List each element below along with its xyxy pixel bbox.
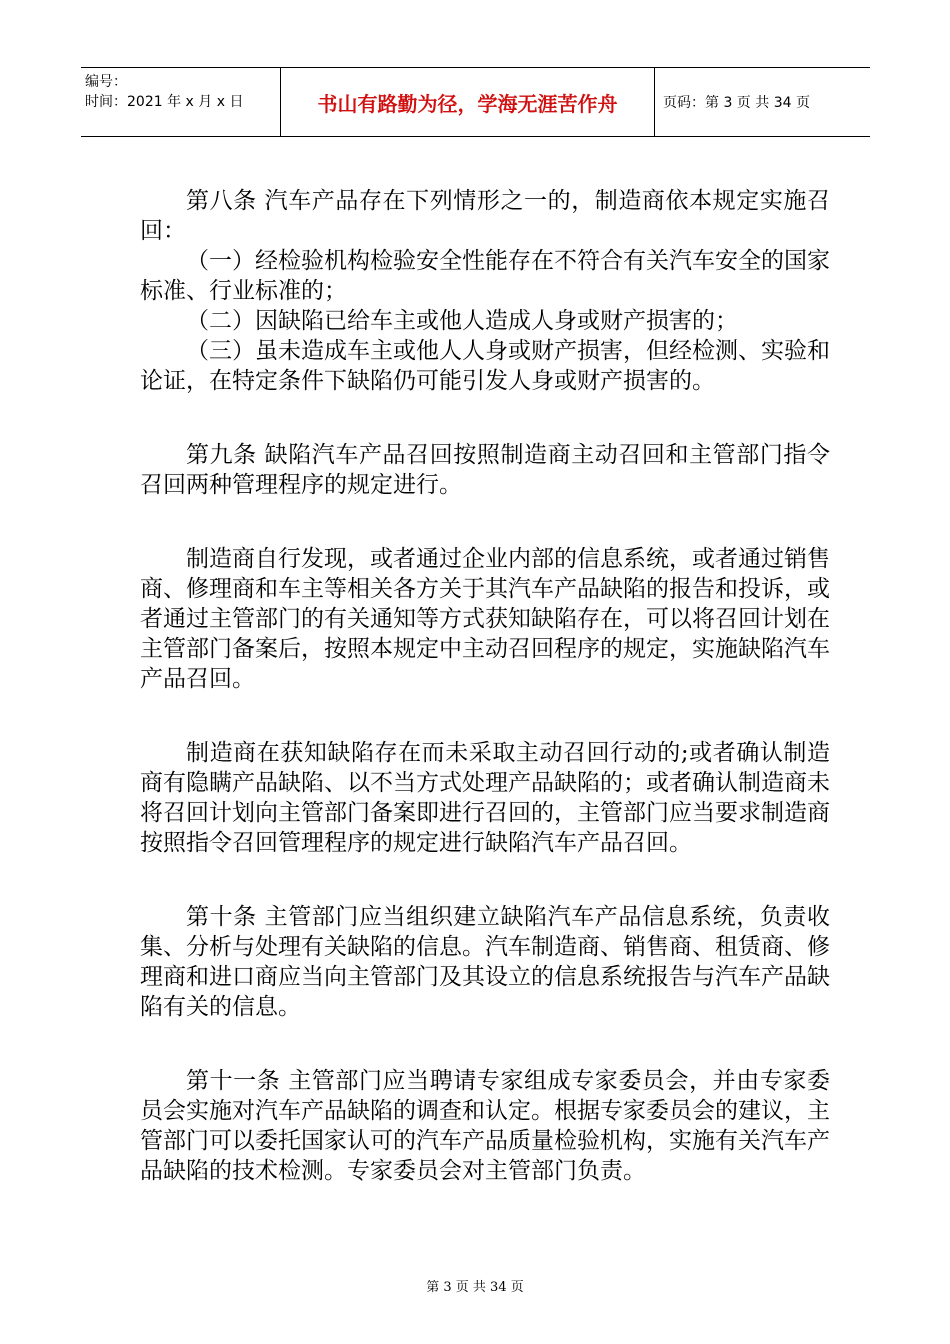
doc-number-label: 编号： (85, 74, 127, 90)
doc-time-label: 时间：2021 年 x 月 x 日 (85, 94, 244, 110)
header-page-code: 页码：第 3 页 共 34 页 (663, 95, 810, 111)
paragraph-text: 第十条 主管部门应当组织建立缺陷汽车产品信息系统，负责收集、分析与处理有关缺陷的信息。汽车制造商、销售商、租赁商、修理商和进口商应当向主管部门及其设立的信息系统报告与汽车产品缺陷有关的信息。 (140, 904, 830, 1020)
paragraph-text: （一）经检验机构检验安全性能存在不符合有关汽车安全的国家标准、行业标准的； (140, 248, 830, 304)
article-block (140, 186, 830, 396)
paragraph-text: 制造商自行发现，或者通过企业内部的信息系统，或者通过销售商、修理商和车主等相关各方关于其汽车产品缺陷的报告和投诉，或者通过主管部门的有关通知等方式获知缺陷存在，可以将召回计划在主管部门备案后，按照本规定中主动召回程序的规定，实施缺陷汽车产品召回。 (140, 546, 830, 692)
paragraph-text: 制造商在获知缺陷存在而未采取主动召回行动的;或者确认制造商有隐瞒产品缺陷、以不当方式处理产品缺陷的；或者确认制造商未将召回计划向主管部门备案即进行召回的，主管部门应当要求制造商按照指令召回管理程序的规定进行缺陷汽车产品召回。 (140, 740, 830, 856)
article-block (140, 1066, 830, 1186)
header-motto: 书山有路勤为径，学海无涯苦作舟 (281, 68, 655, 136)
article-block (140, 738, 830, 858)
paragraph-text: （三）虽未造成车主或他人人身或财产损害，但经检测、实验和论证，在特定条件下缺陷仍可能引发人身或财产损害的。 (140, 338, 830, 394)
paragraph-text: 第十一条 主管部门应当聘请专家组成专家委员会，并由专家委员会实施对汽车产品缺陷的调查和认定。根据专家委员会的建议，主管部门可以委托国家认可的汽车产品质量检验机构，实施有关汽车产品缺陷的技术检测。专家委员会对主管部门负责。 (140, 1068, 830, 1184)
header-meta (81, 68, 281, 136)
article-block (140, 902, 830, 1022)
article-block (140, 440, 830, 500)
document-body (140, 186, 830, 1230)
page-header (81, 67, 870, 137)
page-footer: 第 3 页 共 34 页 (426, 1280, 524, 1295)
paragraph-text: 第九条 缺陷汽车产品召回按照制造商主动召回和主管部门指令召回两种管理程序的规定进行。 (140, 442, 830, 498)
paragraph-text: （二）因缺陷已给车主或他人造成人身或财产损害的； (186, 308, 738, 334)
paragraph-text: 第八条 汽车产品存在下列情形之一的，制造商依本规定实施召回： (140, 188, 830, 244)
article-block (140, 544, 830, 694)
